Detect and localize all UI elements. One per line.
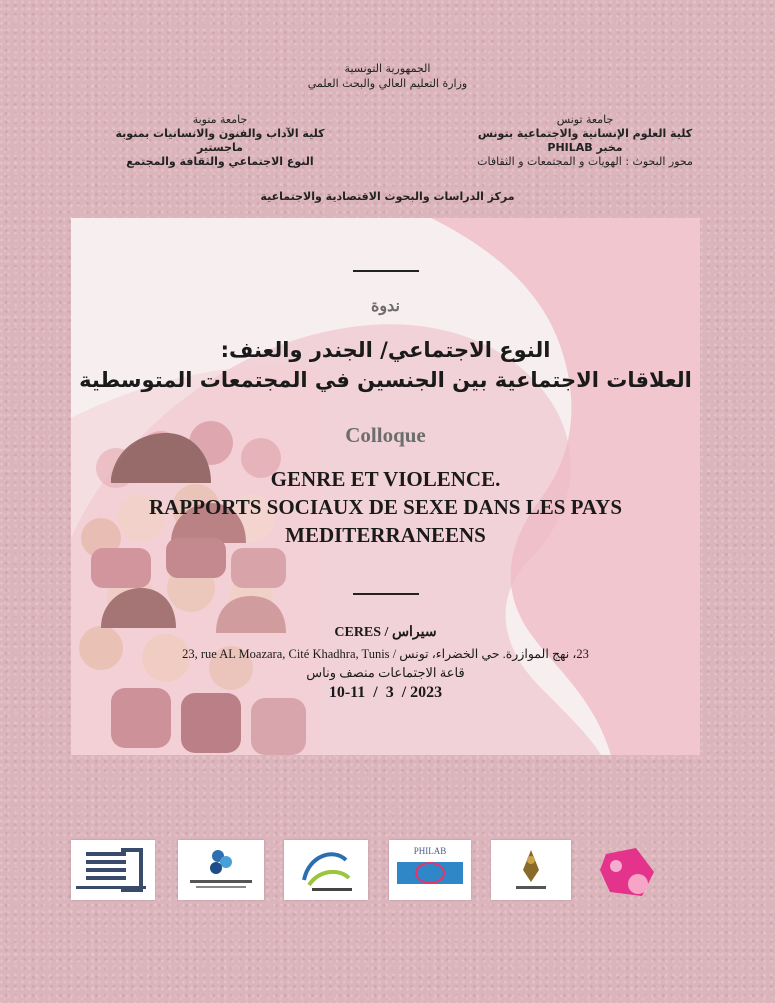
bottom-divider (353, 593, 419, 595)
room-label: قاعة الاجتماعات منصف وناس (306, 665, 465, 680)
philab-logo-text: PHILAB (413, 846, 447, 856)
arabic-title-line-2: العلاقات الاجتماعية بين الجنسين في المجتمعات المتوسطية (79, 368, 692, 392)
french-title-line-2: RAPPORTS SOCIAUX DE SEXE DANS LES PAYS (148, 495, 623, 519)
ceres-logo (71, 840, 155, 900)
french-title-line-1: GENRE ET VIOLENCE. (270, 467, 501, 491)
left-program-name: النوع الاجتماعي والثقافة والمجتمع (126, 155, 314, 168)
nadwa-label: ندوة (371, 298, 400, 315)
right-axis: محور البحوث : الهويات و المجتمعات و الثقافات (477, 155, 693, 168)
poster-panel (71, 218, 700, 755)
right-university: جامعة تونس (556, 113, 614, 126)
manouba-faculty-logo (178, 840, 264, 900)
republic-label: الجمهورية التونسية (344, 62, 431, 75)
header-right-block (470, 113, 700, 169)
right-faculty: كلية العلوم الإنسانية والاجتماعية بتونس (477, 127, 693, 140)
left-faculty: كلية الآداب والفنون والانسانيات بمنوبة (115, 127, 325, 140)
left-program: ماجستير (197, 141, 243, 154)
poster-text (71, 218, 700, 755)
arabic-title-line-1: النوع الاجتماعي/ الجندر والعنف: (220, 338, 551, 362)
philab-logo (389, 840, 471, 900)
tunis-university-logo (491, 840, 571, 900)
colloque-label: Colloque (345, 423, 426, 447)
right-lab: مخبر PHILAB (547, 141, 623, 154)
address-french: 23, rue AL Moazara, Cité Khadhra, Tunis (182, 647, 390, 661)
left-university: جامعة منوبة (192, 113, 248, 126)
venue-label: CERES / سيراس (334, 625, 437, 640)
research-center-label: مركز الدراسات والبحوث الاقتصادية والاجتماعية (260, 190, 515, 203)
top-divider (353, 270, 419, 272)
header-left-block (110, 113, 330, 169)
address-line (71, 646, 700, 662)
manouba-university-logo (284, 840, 368, 900)
french-title-line-3: MEDITERRANEENS (285, 523, 486, 547)
partner-logos (0, 840, 775, 910)
event-date: 10-11 / 3 / 2023 (328, 684, 443, 701)
gender-master-logo (596, 844, 660, 900)
address-arabic: 23، نهج الموازرة. حي الخضراء، تونس / (392, 647, 589, 661)
ministry-label: وزارة التعليم العالي والبحث العلمي (307, 77, 468, 90)
